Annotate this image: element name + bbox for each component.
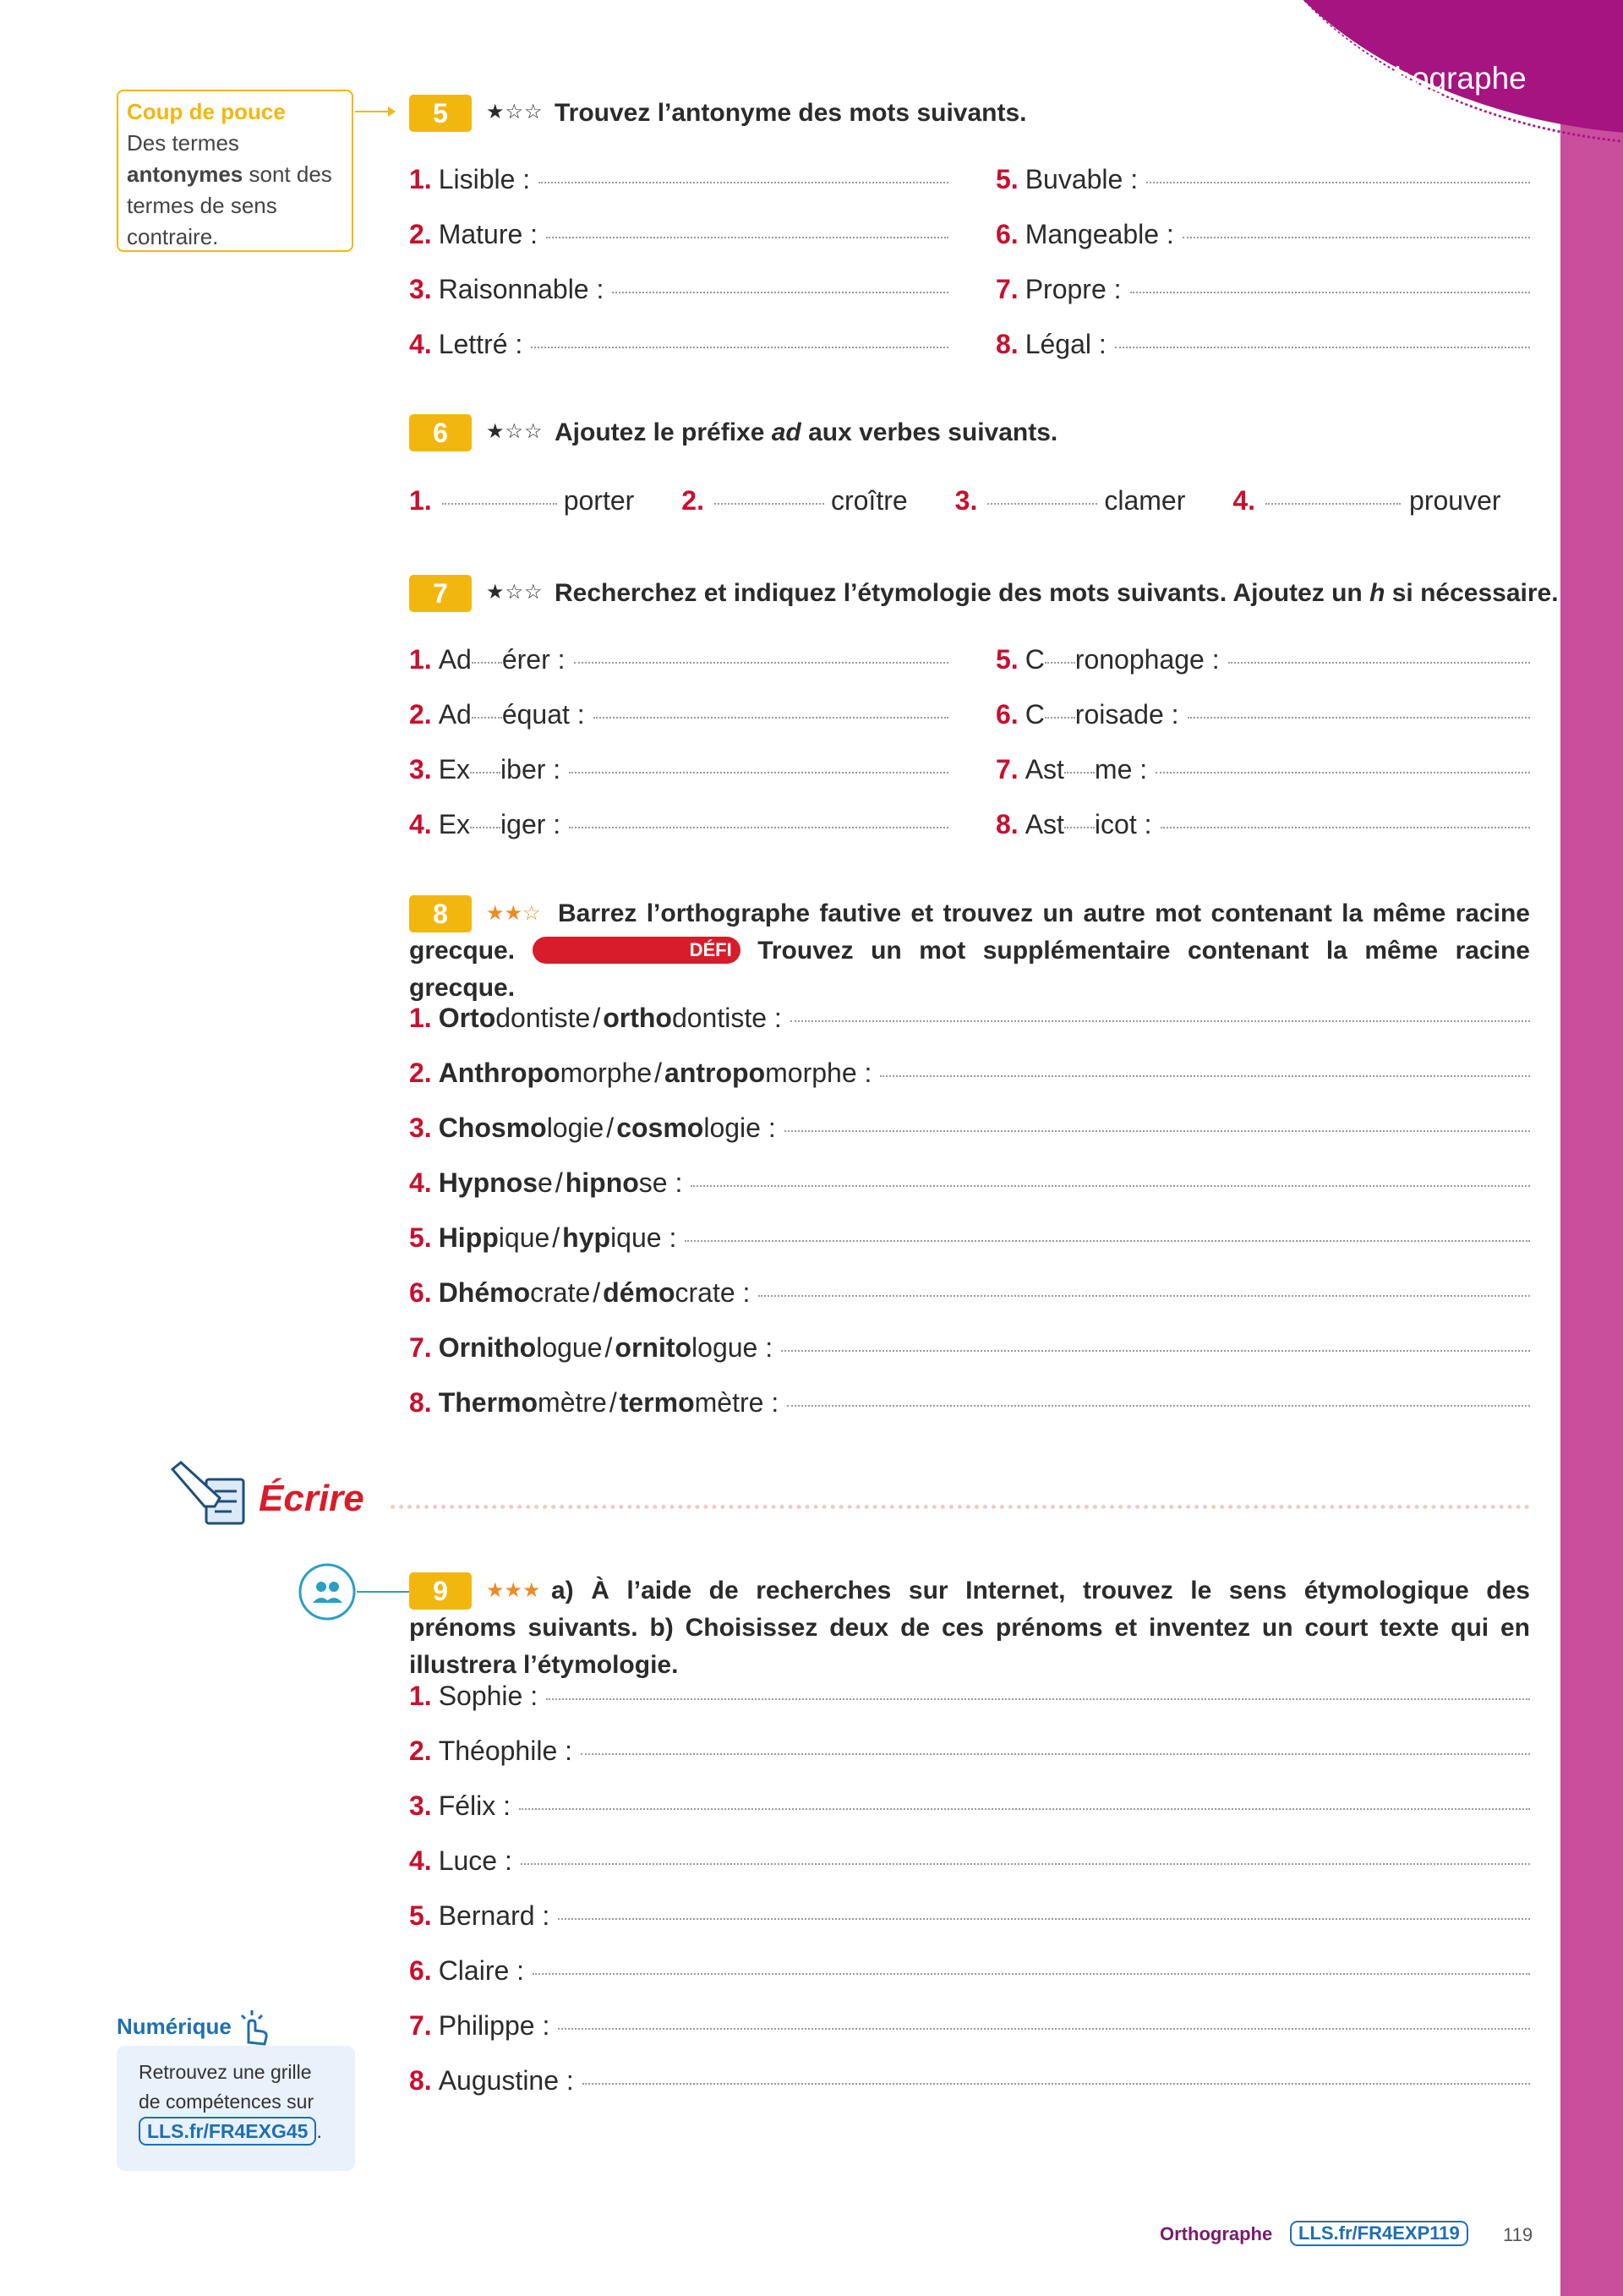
item-number: 6. [409,1955,432,1986]
answer-line[interactable] [569,772,948,774]
instruction-text: Barrez l’orthographe fautive et trouvez un autre mot contenant la même racine grecque. [409,899,1530,965]
answer-row [996,274,1530,311]
answer-row [409,1736,1530,1773]
letter-gap[interactable] [470,772,500,774]
answer-row [409,2065,1530,2102]
word-rest: se : [638,1167,683,1198]
instruction-text: a) À l’aide de recherches sur Internet, trouvez le sens étymologique des prénoms suivants. b) Choisissez deux de ces prénoms et inventez un court texte qui en illustrera l’étymologie. [409,1577,1530,1679]
item-number: 7. [409,2010,432,2041]
writing-section-title: Écrire [259,1478,364,1519]
answer-line[interactable] [1130,292,1530,293]
root-option[interactable]: cosmo [616,1112,704,1143]
word-end: érer : [501,644,566,675]
word-rest: morphe : [765,1058,872,1088]
difficulty-stars-icon: ★☆☆ [486,581,544,604]
word-rest: dontiste [495,1003,591,1033]
answer-row [409,754,948,791]
item-word: Légal : [1025,329,1107,359]
item-number: 7. [996,754,1019,784]
root-option[interactable]: hyp [562,1222,611,1253]
punctuation: . [316,2120,322,2142]
word-end: icot : [1094,809,1152,839]
answer-line[interactable] [758,1295,1530,1297]
letter-gap[interactable] [1064,827,1095,828]
item-word: Claire : [438,1955,525,1986]
word-start: Ad [438,644,472,675]
exercise-number: 6 [409,414,472,451]
tip-box [117,90,353,252]
tip-text: Des termes [127,130,239,156]
answer-line[interactable] [787,1405,1530,1407]
answer-line[interactable] [533,1973,1530,1975]
item-number: 1. [409,164,432,194]
item-number: 5. [996,164,1019,194]
answer-line[interactable] [685,1240,1530,1242]
instruction-emphasis: h [1369,579,1385,607]
word-end: roisade : [1074,699,1179,730]
item-number: 6. [996,219,1019,249]
answer-row [409,1955,1530,1993]
answer-line[interactable] [784,1130,1530,1132]
word-start: Ast [1025,754,1064,784]
root-option[interactable]: hipno [565,1167,639,1198]
group-work-icon [298,1562,357,1621]
answer-row: 4. Hypnos e / hipno se : [409,1167,1530,1205]
answer-line[interactable] [1188,717,1530,719]
root-option[interactable]: Anthropo [438,1058,560,1088]
root-option[interactable]: Hipp [438,1222,499,1253]
answer-row [996,644,1530,681]
answer-line[interactable] [781,1350,1530,1352]
word-end: équat : [501,699,585,730]
writing-notebook-icon [167,1461,255,1532]
answer-row [409,329,948,366]
tip-text-end: sont des termes de sens contraire. [127,161,332,249]
answer-line[interactable] [880,1075,1530,1077]
answer-line[interactable] [558,1918,1530,1920]
instruction-text: aux verbes suivants. [801,418,1058,446]
answer-row [996,809,1530,846]
instruction-text: Trouvez un mot supplémentaire contenant la même racine grecque. [409,937,1530,1002]
word-rest: ique : [610,1222,677,1253]
item-word: porter [563,485,635,516]
answer-line[interactable] [1183,237,1530,238]
exercise-instruction [555,414,1057,451]
answer-row [409,219,948,256]
item-word: Mature : [438,219,538,249]
letter-gap[interactable] [472,662,502,664]
answer-row: 7. Ornitho logue / ornito logue : [409,1332,1530,1369]
answer-row: 6. Dhémo crate / démo crate : [409,1277,1530,1315]
letter-gap[interactable] [470,827,500,828]
item-number: 8. [409,2065,432,2096]
root-option[interactable]: Chosmo [438,1112,547,1143]
item-number: 2. [409,1736,432,1766]
item-word: prouver [1409,485,1501,516]
answer-row [996,219,1530,256]
exercise-instruction [409,895,1530,1007]
answer-row [409,1790,1530,1828]
defi-badge: DÉFI [533,937,740,964]
answer-row [409,699,948,736]
answer-row [409,809,948,846]
word-start: Ad [438,699,472,730]
tip-keyword: antonymes [127,161,243,187]
answer-row [996,329,1530,366]
page-number: 119 [1503,2224,1533,2245]
root-option[interactable]: Dhémo [438,1277,531,1308]
item-number: 3. [409,754,432,784]
item-number: 1. [409,485,432,516]
item-number: 8. [996,809,1019,839]
footer-link[interactable]: LLS.fr/FR4EXP119 [1290,2221,1468,2246]
answer-row [409,1845,1530,1883]
answer-row [409,2010,1530,2047]
letter-gap[interactable] [1045,717,1075,719]
item-number: 1. [409,644,432,675]
item-number: 5. [409,1900,432,1931]
tip-title: Coup de pouce [127,99,286,124]
root-option[interactable]: Ornitho [438,1332,537,1363]
answer-line[interactable] [612,292,948,293]
root-option[interactable]: démo [603,1277,675,1308]
letter-gap[interactable] [1064,772,1095,774]
exercise-number: 8 [409,895,472,932]
item-number: 3. [409,1790,432,1821]
instruction-text: Ajoutez le préfixe [555,418,772,446]
word-rest: logue [536,1332,603,1363]
exercise-number: 5 [409,95,472,132]
answer-row [409,274,948,311]
answer-line[interactable] [519,1808,1530,1810]
root-option[interactable]: antropo [664,1058,766,1088]
item-number: 2. [409,219,432,249]
answer-line[interactable] [442,503,557,505]
instruction-text: si nécessaire. [1385,579,1559,607]
answer-line[interactable] [574,662,948,664]
word-start: Ast [1025,809,1064,839]
difficulty-stars-icon: ★★☆ [486,902,541,925]
word-end: me : [1094,754,1148,784]
letter-gap[interactable] [472,717,502,719]
digital-resources-box [117,2046,355,2171]
item-number: 6. [996,699,1019,730]
item-number: 1. [409,1003,432,1033]
answer-line[interactable] [1115,347,1530,348]
answer-row [996,164,1530,201]
prefix-row [409,485,1530,522]
item-number: 5. [996,644,1019,675]
root-option[interactable]: Thermo [438,1387,538,1418]
answer-line[interactable] [1161,827,1531,828]
answer-row: 5. Hipp ique / hyp ique : [409,1222,1530,1260]
item-number: 4. [409,1845,432,1876]
answer-line[interactable] [714,503,824,505]
answer-row [409,164,948,201]
exercise-instruction [409,1572,1530,1684]
answer-row: 1. Orto dontiste / ortho dontiste : [409,1003,1530,1040]
side-color-band [1560,0,1623,2296]
word-rest: mètre [538,1387,607,1418]
answer-row [409,644,948,681]
word-rest: crate [530,1277,591,1308]
item-number: 3. [409,274,432,304]
answer-line[interactable] [593,717,948,719]
connector-line [357,1591,409,1593]
word-rest: logie [546,1112,604,1143]
item-word: Bernard : [438,1900,550,1931]
answer-line[interactable] [582,2083,1530,2085]
answer-line[interactable] [1156,772,1530,774]
item-number: 8. [409,1387,432,1418]
item-number: 2. [409,699,432,730]
item-number: 4. [409,1167,432,1198]
item-number: 8. [996,329,1019,359]
answer-row [996,699,1530,736]
word-rest: logie : [703,1112,776,1143]
answer-line[interactable] [581,1753,1530,1755]
difficulty-stars-icon: ★☆☆ [486,420,544,443]
section-divider [391,1505,1530,1509]
item-number: 7. [409,1332,432,1363]
word-rest: ique [498,1222,550,1253]
instruction-emphasis: ad [771,418,801,446]
answer-row: 8. Thermo mètre / termo mètre : [409,1387,1530,1424]
item-word: Mangeable : [1025,219,1174,249]
answer-line[interactable] [1265,503,1401,505]
item-word: Buvable : [1025,164,1139,194]
item-number: 4. [409,329,432,359]
word-rest: dontiste : [671,1003,782,1033]
root-option[interactable]: Orto [438,1003,496,1033]
root-option[interactable]: ortho [603,1003,672,1033]
root-option[interactable]: ornito [615,1332,692,1363]
item-word: Théophile : [438,1736,573,1766]
answer-line[interactable] [987,503,1097,505]
exercise-instruction [555,575,1559,612]
digital-resources-text: Retrouvez une grille de compétences sur [139,2061,314,2113]
item-word: Raisonnable : [438,274,604,304]
exercise-number: 9 [409,1572,472,1610]
word-end: ronophage : [1074,644,1220,675]
exercise-number: 7 [409,575,472,612]
arrow-icon [355,111,392,112]
answer-row [409,1900,1530,1938]
item-word: Félix : [438,1790,511,1821]
answer-line[interactable] [691,1185,1530,1187]
item-word: croître [830,485,908,516]
answer-line[interactable] [790,1020,1530,1022]
exercise-instruction: Trouvez l’antonyme des mots suivants. [555,99,1027,127]
word-rest: logue : [691,1332,773,1363]
word-rest: mètre : [694,1387,779,1418]
word-rest: crate : [675,1277,751,1308]
word-start: C [1025,699,1045,730]
word-start: Ex [438,754,471,784]
item-word: Lettré : [438,329,523,359]
item-number: 4. [1232,485,1256,516]
instruction-text: Recherchez et indiquez l’étymologie des mots suivants. Ajoutez un [555,579,1370,607]
item-word: clamer [1104,485,1186,516]
item-number: 3. [409,1112,432,1143]
item-word: Luce : [438,1845,512,1876]
answer-line[interactable] [1146,182,1530,183]
answer-line[interactable] [538,182,948,183]
item-number: 7. [996,274,1019,304]
item-number: 1. [409,1681,432,1711]
item-number: 2. [409,1058,432,1088]
word-rest: e [538,1167,553,1198]
answer-line[interactable] [558,2028,1530,2030]
answer-row: 3. Chosmo logie / cosmo logie : [409,1112,1530,1150]
section-title: Orthographe [1351,61,1527,96]
word-start: Ex [438,809,471,839]
answer-row: 2. Anthropo morphe / antropo morphe : [409,1058,1530,1095]
item-word: Lisible : [438,164,531,194]
answer-row [996,754,1530,791]
footer-section-label: Orthographe [1160,2223,1273,2244]
word-rest: morphe [560,1058,653,1088]
word-end: iber : [500,754,561,784]
answer-line[interactable] [1228,662,1530,664]
item-word: Propre : [1025,274,1122,304]
item-number: 6. [409,1277,432,1308]
difficulty-stars-icon: ★☆☆ [486,101,544,123]
item-number: 3. [954,485,978,516]
touch-hand-icon [233,2009,276,2047]
answer-row [409,1681,1530,1718]
item-number: 5. [409,1222,432,1253]
answer-line[interactable] [521,1863,1530,1865]
item-word: Philippe : [438,2010,550,2041]
item-number: 2. [681,485,704,516]
answer-line[interactable] [569,827,948,828]
word-end: iger : [500,809,561,839]
answer-line[interactable] [531,347,948,348]
answer-line[interactable] [546,1698,1530,1700]
root-option[interactable]: termo [619,1387,695,1418]
resource-link[interactable]: LLS.fr/FR4EXG45 [139,2117,316,2146]
word-start: C [1025,644,1045,675]
root-option[interactable]: Hypnos [438,1167,538,1198]
difficulty-stars-icon: ★★★ [486,1579,541,1602]
item-number: 4. [409,809,432,839]
item-word: Augustine : [438,2065,574,2096]
letter-gap[interactable] [1045,662,1075,664]
answer-line[interactable] [546,237,948,238]
item-word: Sophie : [438,1681,538,1711]
digital-resources-title: Numérique [117,2014,232,2039]
